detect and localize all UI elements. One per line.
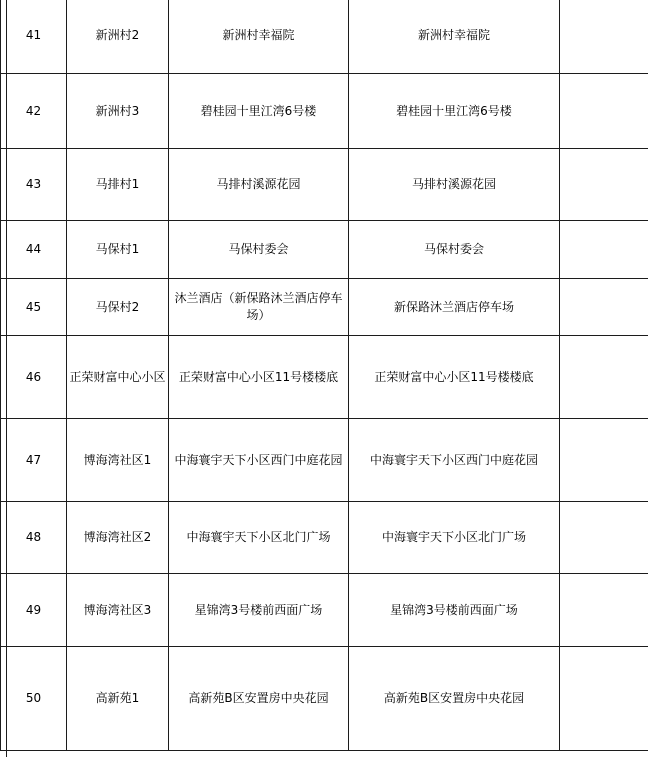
row-number[interactable]: 48: [1, 502, 67, 574]
community-cell[interactable]: 博海湾社区3: [67, 574, 169, 647]
table-row: [1, 647, 648, 751]
table-row: [1, 574, 648, 647]
site-cell[interactable]: 碧桂园十里江湾6号楼: [169, 74, 349, 149]
site-cell[interactable]: 高新苑B区安置房中央花园: [169, 647, 349, 751]
row-number[interactable]: 46: [1, 336, 67, 419]
site-detail-cell[interactable]: 碧桂园十里江湾6号楼: [349, 74, 560, 149]
row-number[interactable]: 47: [1, 419, 67, 502]
note-cell[interactable]: [560, 74, 648, 149]
table-row: [1, 221, 648, 279]
row-number[interactable]: 43: [1, 149, 67, 221]
site-cell[interactable]: 马排村溪源花园: [169, 149, 349, 221]
row-number[interactable]: 42: [1, 74, 67, 149]
community-cell[interactable]: 马排村1: [67, 149, 169, 221]
site-cell[interactable]: 中海寰宇天下小区西门中庭花园: [169, 419, 349, 502]
site-cell[interactable]: 新洲村幸福院: [169, 0, 349, 74]
community-cell[interactable]: 马保村1: [67, 221, 169, 279]
table-row: [1, 0, 648, 74]
sheet-left-border: [6, 0, 7, 757]
table-row: [1, 279, 648, 336]
note-cell[interactable]: [560, 502, 648, 574]
community-cell[interactable]: 新洲村3: [67, 74, 169, 149]
community-cell[interactable]: 高新苑1: [67, 647, 169, 751]
site-detail-cell[interactable]: 新保路沐兰酒店停车场: [349, 279, 560, 336]
site-detail-cell[interactable]: 马保村委会: [349, 221, 560, 279]
site-detail-cell[interactable]: 马排村溪源花园: [349, 149, 560, 221]
note-cell[interactable]: [560, 149, 648, 221]
site-detail-cell[interactable]: 高新苑B区安置房中央花园: [349, 647, 560, 751]
table-row: [1, 74, 648, 149]
community-cell[interactable]: 博海湾社区1: [67, 419, 169, 502]
note-cell[interactable]: [560, 279, 648, 336]
table-row: [1, 336, 648, 419]
row-number[interactable]: 41: [1, 0, 67, 74]
table-row: [1, 419, 648, 502]
site-detail-cell[interactable]: 中海寰宇天下小区北门广场: [349, 502, 560, 574]
site-detail-cell[interactable]: 中海寰宇天下小区西门中庭花园: [349, 419, 560, 502]
note-cell[interactable]: [560, 647, 648, 751]
site-detail-cell[interactable]: 星锦湾3号楼前西面广场: [349, 574, 560, 647]
site-cell[interactable]: 马保村委会: [169, 221, 349, 279]
table-row: [1, 502, 648, 574]
community-cell[interactable]: 新洲村2: [67, 0, 169, 74]
site-cell[interactable]: 中海寰宇天下小区北门广场: [169, 502, 349, 574]
note-cell[interactable]: [560, 574, 648, 647]
site-detail-cell[interactable]: 正荣财富中心小区11号楼楼底: [349, 336, 560, 419]
community-cell[interactable]: 正荣财富中心小区: [67, 336, 169, 419]
community-cell[interactable]: 马保村2: [67, 279, 169, 336]
row-number[interactable]: 49: [1, 574, 67, 647]
note-cell[interactable]: [560, 0, 648, 74]
note-cell[interactable]: [560, 419, 648, 502]
note-cell[interactable]: [560, 221, 648, 279]
row-number[interactable]: 50: [1, 647, 67, 751]
site-detail-cell[interactable]: 新洲村幸福院: [349, 0, 560, 74]
row-number[interactable]: 45: [1, 279, 67, 336]
row-number[interactable]: 44: [1, 221, 67, 279]
note-cell[interactable]: [560, 336, 648, 419]
site-cell[interactable]: 沐兰酒店（新保路沐兰酒店停车场）: [169, 279, 349, 336]
site-cell[interactable]: 星锦湾3号楼前西面广场: [169, 574, 349, 647]
site-cell[interactable]: 正荣财富中心小区11号楼楼底: [169, 336, 349, 419]
table-row: [1, 149, 648, 221]
community-cell[interactable]: 博海湾社区2: [67, 502, 169, 574]
